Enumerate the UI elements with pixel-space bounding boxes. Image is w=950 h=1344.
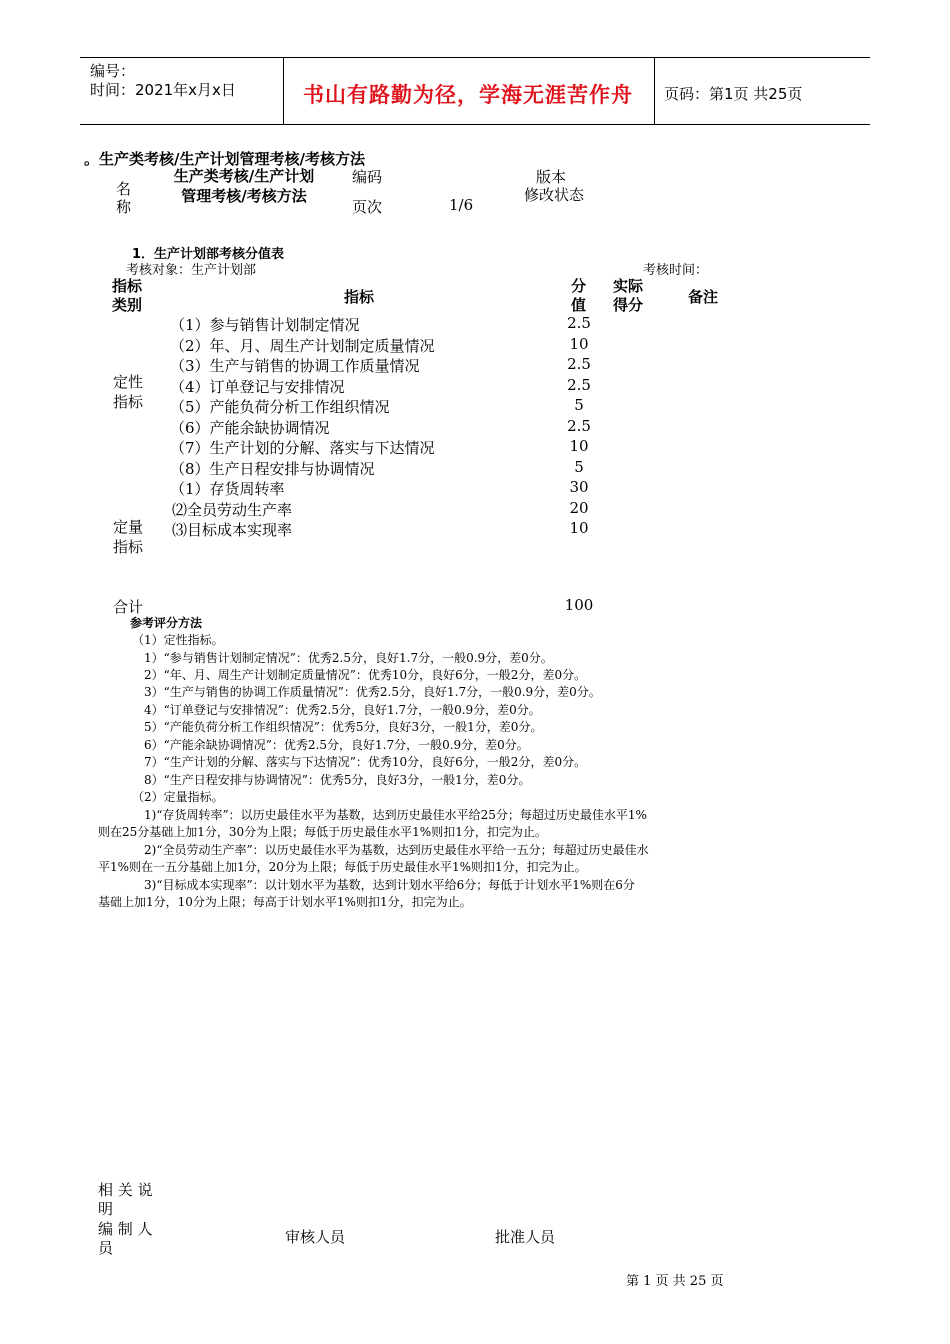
method-qual-heading: （1）定性指标。 <box>132 633 224 647</box>
total-label: 合计 <box>113 598 144 616</box>
table-row-name: （6）产能余缺协调情况 <box>170 419 330 437</box>
table-row-score: 5 <box>574 458 584 476</box>
table-row-name: （5）产能负荷分析工作组织情况 <box>170 398 390 416</box>
table-row-name: （7）生产计划的分解、落实与下达情况 <box>170 439 435 457</box>
method-quant-line: 1)“存货周转率”：以历史最佳水平为基数，达到历史最佳水平给25分；每超过历史最佳水平1% <box>144 808 647 822</box>
method-qual-item: 6）“产能余缺协调情况”：优秀2.5分，良好1.7分，一般0.9分，差0分。 <box>144 738 529 752</box>
related-notes-label-1: 相 关 说 <box>98 1181 153 1199</box>
table-row-name: ⑶目标成本实现率 <box>172 521 293 539</box>
table-row-score: 10 <box>569 519 589 537</box>
reviewer-label: 审核人员 <box>285 1228 346 1246</box>
table-row-score: 10 <box>569 437 589 455</box>
table-row-score: 2.5 <box>567 314 591 332</box>
header-top-rule <box>80 57 870 58</box>
method-qual-item: 8）“生产日程安排与协调情况”：优秀5分，良好3分，一般1分，差0分。 <box>144 773 531 787</box>
meta-page-value: 1/6 <box>449 196 474 214</box>
method-qual-item: 7）“生产计划的分解、落实与下达情况”：优秀10分，良好6分，一般2分，差0分。 <box>144 755 587 769</box>
header-number-label: 编号： <box>90 62 136 80</box>
col-header-score: 分值 <box>571 277 587 314</box>
table-row-score: 2.5 <box>567 355 591 373</box>
table-row-name: （8）生产日程安排与协调情况 <box>170 460 375 478</box>
col-header-actual-score: 实际得分 <box>613 277 644 314</box>
meta-name-value: 生产类考核/生产计划管理考核/考核方法 <box>173 167 315 205</box>
method-title: 参考评分方法 <box>130 616 203 630</box>
related-notes-label-2: 明 <box>98 1200 114 1218</box>
editor-label-2: 员 <box>98 1239 114 1257</box>
method-qual-item: 3）“生产与销售的协调工作质量情况”：优秀2.5分，良好1.7分，一般0.9分，差0分。 <box>144 685 601 699</box>
section-title: 1．生产计划部考核分值表 <box>132 247 285 262</box>
table-row-name: （4）订单登记与安排情况 <box>170 378 345 396</box>
table-row-score: 5 <box>574 396 584 414</box>
editor-label-1: 编 制 人 <box>98 1220 153 1238</box>
header-motto: 书山有路勤为径，学海无涯苦作舟 <box>303 83 633 107</box>
page-footer: 第 1 页 共 25 页 <box>626 1274 724 1289</box>
col-header-remark: 备注 <box>688 288 719 306</box>
category-qualitative: 定性指标 <box>113 373 144 411</box>
meta-revision-label: 修改状态 <box>524 186 585 204</box>
table-row-name: （1）参与销售计划制定情况 <box>170 316 360 334</box>
assessment-target: 考核对象：生产计划部 <box>126 263 257 278</box>
header-time-label: 时间：2021年x月x日 <box>90 81 236 99</box>
method-qual-item: 5）“产能负荷分析工作组织情况”：优秀5分，良好3分，一般1分，差0分。 <box>144 720 543 734</box>
meta-name-label-1: 名 <box>116 180 132 198</box>
total-value: 100 <box>564 596 594 614</box>
method-qual-item: 2）“年、月、周生产计划制定质量情况”：优秀10分，良好6分，一般2分，差0分。 <box>144 668 587 682</box>
method-quant-line: 2)“全员劳动生产率”：以历史最佳水平为基数，达到历史最佳水平给一五分；每超过历史最佳水 <box>144 843 649 857</box>
meta-name-label-2: 称 <box>116 198 132 216</box>
table-row-name: ⑵全员劳动生产率 <box>172 501 293 519</box>
meta-version-label: 版本 <box>536 168 567 186</box>
method-quant-heading: （2）定量指标。 <box>132 790 224 804</box>
header-bottom-rule <box>80 124 870 125</box>
col-header-indicator: 指标 <box>344 288 375 306</box>
table-row-name: （1）存货周转率 <box>170 480 285 498</box>
method-qual-item: 4）“订单登记与安排情况”：优秀2.5分，良好1.7分，一般0.9分，差0分。 <box>144 703 541 717</box>
meta-code-label: 编码 <box>352 168 383 186</box>
header-divider-left <box>283 57 284 124</box>
meta-page-label: 页次 <box>352 198 383 216</box>
approver-label: 批准人员 <box>495 1228 556 1246</box>
table-row-score: 30 <box>569 478 589 496</box>
table-row-name: （2）年、月、周生产计划制定质量情况 <box>170 337 435 355</box>
header-divider-right <box>654 57 655 124</box>
method-quant-line: 平1%则在一五分基础上加1分，20分为上限；每低于历史最佳水平1%则扣1分，扣完为止。 <box>98 860 587 874</box>
col-header-category: 指标类别 <box>112 277 143 314</box>
table-row-score: 10 <box>569 335 589 353</box>
assessment-time-label: 考核时间： <box>643 263 709 278</box>
table-row-score: 20 <box>569 499 589 517</box>
method-quant-line: 则在25分基础上加1分，30分为上限；每低于历史最佳水平1%则扣1分，扣完为止。 <box>98 825 547 839</box>
category-quantitative: 定量指标 <box>113 518 144 556</box>
header-page-label: 页码：第1页 共25页 <box>664 85 803 103</box>
document-title: 。生产类考核/生产计划管理考核/考核方法 <box>84 150 365 168</box>
table-row-score: 2.5 <box>567 417 591 435</box>
method-quant-line: 基础上加1分，10分为上限；每高于计划水平1%则扣1分，扣完为止。 <box>98 895 472 909</box>
method-quant-line: 3)“目标成本实现率”：以计划水平为基数，达到计划水平给6分；每低于计划水平1%则在6分 <box>144 878 635 892</box>
table-row-score: 2.5 <box>567 376 591 394</box>
method-qual-item: 1）“参与销售计划制定情况”：优秀2.5分，良好1.7分，一般0.9分，差0分。 <box>144 651 553 665</box>
table-row-name: （3）生产与销售的协调工作质量情况 <box>170 357 420 375</box>
